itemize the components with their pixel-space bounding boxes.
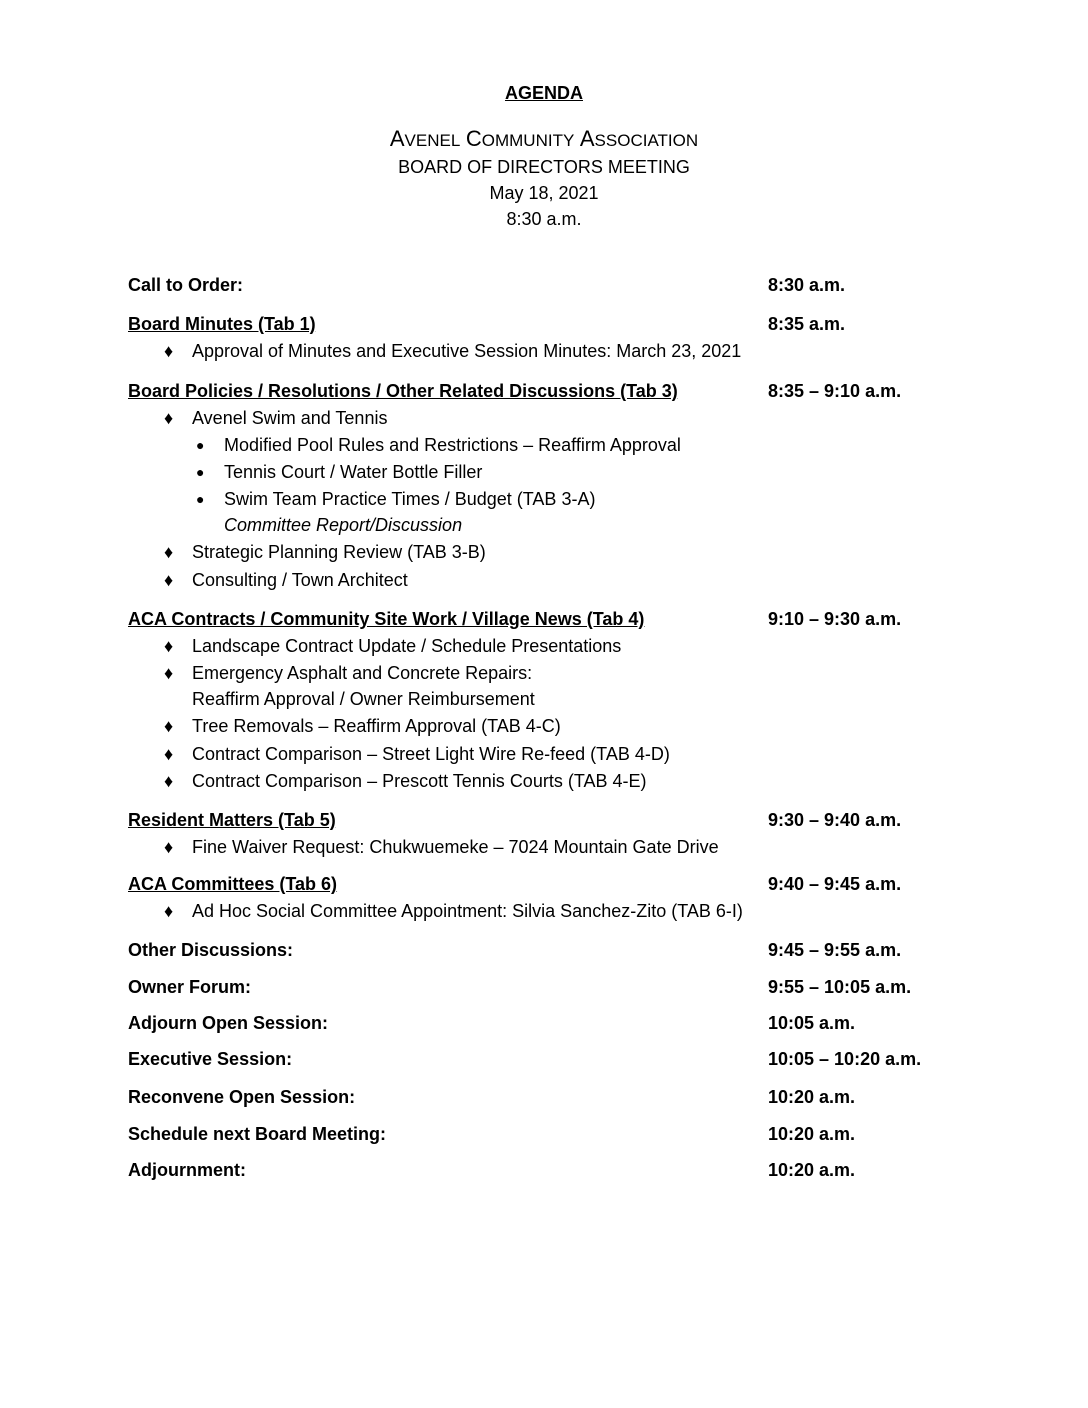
dot-bullet-icon: ● [196, 464, 205, 480]
diamond-bullet-icon: ♦ [164, 570, 174, 590]
board-policies-time: 8:35 – 9:10 a.m. [768, 381, 902, 401]
sub-list-item-note: Committee Report/Discussion [224, 515, 463, 535]
diamond-bullet-icon: ♦ [164, 636, 174, 656]
schedule-next-meeting-time: 10:20 a.m. [768, 1124, 856, 1144]
list-item-continuation: Reaffirm Approval / Owner Reimbursement [192, 689, 535, 709]
aca-contracts-time: 9:10 – 9:30 a.m. [768, 609, 902, 629]
diamond-bullet-icon: ♦ [164, 771, 174, 791]
diamond-bullet-icon: ♦ [164, 663, 174, 683]
board-minutes-time: 8:35 a.m. [768, 314, 846, 334]
org-word-3: SSOCIATION [594, 131, 699, 150]
resident-matters-label: Resident Matters (Tab 5) [128, 810, 336, 830]
list-item: Contract Comparison – Prescott Tennis Courts (TAB 4-E) [192, 771, 647, 791]
sub-list-item: Modified Pool Rules and Restrictions – Reaffirm Approval [224, 435, 681, 455]
list-item: Strategic Planning Review (TAB 3-B) [192, 542, 486, 562]
aca-committees-time: 9:40 – 9:45 a.m. [768, 874, 902, 894]
meeting-title: BOARD OF DIRECTORS MEETING [398, 157, 690, 177]
executive-session-label: Executive Session: [128, 1049, 293, 1069]
org-word-1: VENEL [404, 131, 461, 150]
reconvene-open-session-label: Reconvene Open Session: [128, 1087, 356, 1107]
list-item: Ad Hoc Social Committee Appointment: Silvia Sanchez-Zito (TAB 6-I) [192, 901, 743, 921]
meeting-date: May 18, 2021 [489, 183, 599, 203]
adjournment-time: 10:20 a.m. [768, 1160, 856, 1180]
sub-list-item: Tennis Court / Water Bottle Filler [224, 462, 483, 482]
resident-matters-time: 9:30 – 9:40 a.m. [768, 810, 902, 830]
dot-bullet-icon: ● [196, 437, 205, 453]
org-initial-2: C [465, 126, 482, 151]
agenda-title: AGENDA [504, 83, 583, 103]
diamond-bullet-icon: ♦ [164, 837, 174, 857]
other-discussions-label: Other Discussions: [128, 940, 294, 960]
aca-contracts-label: ACA Contracts / Community Site Work / Village News (Tab 4) [128, 609, 645, 629]
call-to-order-time: 8:30 a.m. [768, 275, 846, 295]
adjourn-open-session-time: 10:05 a.m. [768, 1013, 856, 1033]
organization-name [0, 126, 1088, 152]
sub-list-item: Swim Team Practice Times / Budget (TAB 3-A) [224, 489, 596, 509]
schedule-next-meeting-label: Schedule next Board Meeting: [128, 1124, 387, 1144]
owner-forum-time: 9:55 – 10:05 a.m. [768, 977, 912, 997]
owner-forum-label: Owner Forum: [128, 977, 252, 997]
list-item: Avenel Swim and Tennis [192, 408, 388, 428]
executive-session-time: 10:05 – 10:20 a.m. [768, 1049, 922, 1069]
diamond-bullet-icon: ♦ [164, 542, 174, 562]
diamond-bullet-icon: ♦ [164, 408, 174, 428]
org-initial-3: A [579, 126, 595, 151]
adjourn-open-session-label: Adjourn Open Session: [128, 1013, 329, 1033]
org-initial-1: A [389, 126, 405, 151]
diamond-bullet-icon: ♦ [164, 901, 174, 921]
list-item: Approval of Minutes and Executive Session Minutes: March 23, 2021 [192, 341, 742, 361]
call-to-order-label: Call to Order: [128, 275, 244, 295]
diamond-bullet-icon: ♦ [164, 744, 174, 764]
board-minutes-label: Board Minutes (Tab 1) [128, 314, 316, 334]
board-policies-label: Board Policies / Resolutions / Other Related Discussions (Tab 3) [128, 381, 678, 401]
list-item: Tree Removals – Reaffirm Approval (TAB 4-C) [192, 716, 561, 736]
meeting-time: 8:30 a.m. [506, 209, 582, 229]
other-discussions-time: 9:45 – 9:55 a.m. [768, 940, 902, 960]
list-item: Emergency Asphalt and Concrete Repairs: [192, 663, 533, 683]
list-item: Consulting / Town Architect [192, 570, 408, 590]
org-word-2: OMMUNITY [481, 131, 575, 150]
list-item: Landscape Contract Update / Schedule Presentations [192, 636, 622, 656]
reconvene-open-session-time: 10:20 a.m. [768, 1087, 856, 1107]
diamond-bullet-icon: ♦ [164, 716, 174, 736]
aca-committees-label: ACA Committees (Tab 6) [128, 874, 338, 894]
list-item: Fine Waiver Request: Chukwuemeke – 7024 Mountain Gate Drive [192, 837, 719, 857]
adjournment-label: Adjournment: [128, 1160, 246, 1180]
list-item: Contract Comparison – Street Light Wire Re-feed (TAB 4-D) [192, 744, 670, 764]
dot-bullet-icon: ● [196, 491, 205, 507]
diamond-bullet-icon: ♦ [164, 341, 174, 361]
